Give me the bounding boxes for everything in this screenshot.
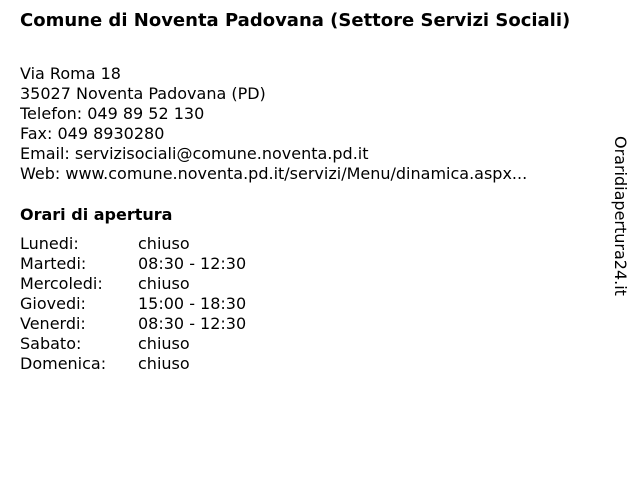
street-address: Via Roma 18 [20, 64, 121, 83]
fax-number: Fax: 049 8930280 [20, 124, 165, 143]
time-value: chiuso [138, 334, 190, 353]
day-label: Mercoledi: [20, 274, 103, 293]
day-label: Venerdi: [20, 314, 86, 333]
hours-row-wednesday [20, 274, 246, 294]
hours-row-sunday [20, 354, 246, 374]
time-value: 08:30 - 12:30 [138, 314, 247, 333]
hours-row-monday [20, 234, 246, 254]
day-label: Giovedi: [20, 294, 86, 313]
hours-row-tuesday [20, 254, 246, 274]
day-label: Lunedi: [20, 234, 79, 253]
time-value: chiuso [138, 274, 190, 293]
hours-row-thursday [20, 294, 246, 314]
brand-watermark [603, 136, 637, 336]
phone-number: Telefon: 049 89 52 130 [20, 104, 205, 123]
hours-row-saturday [20, 334, 246, 354]
day-label: Domenica: [20, 354, 107, 373]
day-label: Sabato: [20, 334, 82, 353]
hours-heading: Orari di apertura [20, 205, 173, 224]
hours-row-friday [20, 314, 246, 334]
brand-text: Oraridiapertura24.it [611, 136, 630, 296]
opening-hours-list [20, 234, 246, 374]
time-value: chiuso [138, 234, 190, 253]
time-value: 08:30 - 12:30 [138, 254, 247, 273]
page-title: Comune di Noventa Padovana (Settore Servizi Sociali) [20, 10, 571, 31]
website-link: Web: www.comune.noventa.pd.it/servizi/Menu/dinamica.aspx... [20, 164, 528, 183]
time-value: chiuso [138, 354, 190, 373]
time-value: 15:00 - 18:30 [138, 294, 247, 313]
day-label: Martedi: [20, 254, 87, 273]
city-address: 35027 Noventa Padovana (PD) [20, 84, 266, 103]
email-address: Email: servizisociali@comune.noventa.pd.it [20, 144, 369, 163]
address-block [20, 64, 600, 184]
